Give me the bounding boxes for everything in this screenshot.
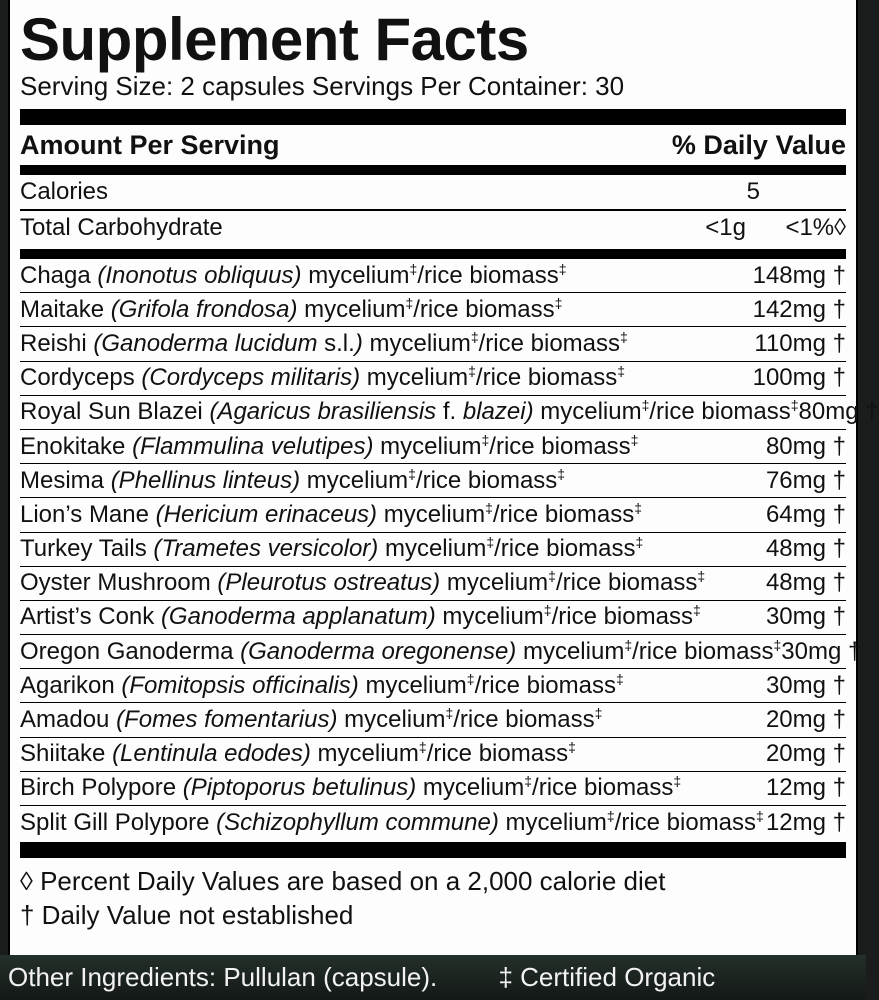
ingredient-latin-name: (Cordyceps militaris) <box>141 364 361 392</box>
other-ingredients-text: Other Ingredients: Pullulan (capsule). <box>8 962 438 992</box>
rice-biomass-text: /rice biomass <box>532 774 674 802</box>
calories-row <box>20 175 846 209</box>
ingredient-row <box>20 738 846 772</box>
rice-biomass-text: /rice biomass <box>489 432 631 460</box>
carbohydrate-daily-value: <1%◊ <box>785 214 846 241</box>
ingredient-amount: 12mg † <box>765 809 846 837</box>
rice-biomass-text: /rice biomass <box>492 500 635 528</box>
ingredient-common-name: Shiitake <box>20 740 113 768</box>
ingredient-latin-extra: f. <box>436 398 463 426</box>
ingredient-latin-end: blazei) <box>462 398 534 426</box>
rice-biomass-text: /rice biomass <box>417 261 559 289</box>
organic-mark: ‡ <box>790 397 799 414</box>
organic-mark: ‡ <box>408 465 416 482</box>
organic-mark: ‡ <box>692 602 701 619</box>
ingredient-latin-name: (Flammulina velutipes) <box>132 432 374 460</box>
rice-biomass-text: /rice biomass <box>453 706 595 734</box>
ingredient-row <box>20 498 846 532</box>
organic-mark: ‡ <box>543 602 552 619</box>
carbohydrate-row <box>20 211 846 245</box>
organic-mark: ‡ <box>554 294 563 311</box>
mycelium-text: mycelium <box>301 261 410 289</box>
ingredient-amount: 30mg † <box>765 603 846 631</box>
amount-per-serving-label: Amount Per Serving <box>20 129 280 160</box>
rice-biomass-text: /rice biomass <box>415 466 558 494</box>
mycelium-text: mycelium <box>310 740 419 768</box>
footnotes <box>20 864 846 932</box>
rice-biomass-text: /rice biomass <box>649 398 791 426</box>
organic-mark: ‡ <box>697 568 706 585</box>
rice-biomass-text: /rice biomass <box>494 535 636 563</box>
ingredient-amount: 148mg † <box>752 261 846 289</box>
organic-mark: ‡ <box>409 260 418 277</box>
ingredient-amount: 30mg † <box>781 637 862 665</box>
ingredient-common-name: Chaga <box>20 261 98 289</box>
rice-biomass-text: /rice biomass <box>426 740 569 768</box>
organic-mark: ‡ <box>485 499 493 516</box>
ingredient-row <box>20 806 846 840</box>
organic-mark: ‡ <box>445 705 454 722</box>
mycelium-text: mycelium <box>373 432 482 460</box>
other-ingredients-bar <box>0 955 866 1000</box>
ingredient-row <box>20 635 862 669</box>
ingredient-amount: 12mg † <box>765 774 846 802</box>
daily-value-label: % Daily Value <box>671 129 846 160</box>
ingredient-row <box>20 669 846 703</box>
ingredient-amount: 142mg † <box>752 295 846 323</box>
ingredients-list <box>20 259 879 840</box>
ingredient-row <box>20 293 846 327</box>
ingredient-common-name: Enokitake <box>20 432 133 460</box>
divider-thick <box>20 109 846 125</box>
mycelium-text: mycelium <box>498 809 607 837</box>
carbohydrate-amount: <1g <box>705 214 746 241</box>
ingredient-row <box>20 601 846 635</box>
organic-mark: ‡ <box>548 568 556 585</box>
mycelium-text: mycelium <box>300 466 409 494</box>
ingredient-amount: 76mg † <box>765 466 846 494</box>
rice-biomass-text: /rice biomass <box>551 603 693 631</box>
ingredient-amount: 48mg † <box>765 569 846 597</box>
divider-thick <box>20 842 846 858</box>
organic-mark: ‡ <box>756 808 764 825</box>
organic-mark: ‡ <box>418 739 427 756</box>
mycelium-text: mycelium <box>516 637 625 665</box>
ingredient-latin-name: (Inonotus obliquus) <box>97 261 302 289</box>
ingredient-amount: 80mg † <box>765 432 846 460</box>
mycelium-text: mycelium <box>533 398 642 426</box>
ingredient-common-name: Artist’s Conk <box>20 603 161 631</box>
ingredient-common-name: Cordyceps <box>20 364 142 392</box>
supplement-facts-panel <box>8 0 879 955</box>
organic-mark: ‡ <box>568 739 576 756</box>
ingredient-common-name: Split Gill Polypore <box>20 809 217 837</box>
calories-label: Calories <box>20 178 109 205</box>
ingredient-row <box>20 259 846 293</box>
ingredient-latin-name: (Schizophyllum commune) <box>216 809 499 837</box>
ingredient-latin-name: (Fomes fomentarius) <box>116 706 338 734</box>
ingredient-latin-name: (Phellinus linteus) <box>110 466 301 494</box>
not-established-note: † Daily Value not established <box>20 900 354 931</box>
ingredient-latin-end: ) <box>354 329 363 357</box>
mycelium-text: mycelium <box>297 295 406 323</box>
ingredient-amount: 110mg † <box>754 329 846 357</box>
ingredient-latin-name: (Agaricus brasiliensis <box>209 398 437 426</box>
ingredient-common-name: Lion’s Mane <box>20 500 156 528</box>
daily-value-note: ◊ Percent Daily Values are based on a 2,000 calorie diet <box>20 866 666 897</box>
ingredient-latin-name: (Ganoderma oregonense) <box>240 637 517 665</box>
serving-info: Serving Size: 2 capsules Servings Per Container: 30 <box>20 71 625 101</box>
organic-mark: ‡ <box>468 363 476 380</box>
organic-mark: ‡ <box>606 808 615 825</box>
rice-biomass-text: /rice biomass <box>475 364 618 392</box>
organic-mark: ‡ <box>615 670 624 687</box>
organic-mark: ‡ <box>630 431 639 448</box>
organic-mark: ‡ <box>594 705 603 722</box>
organic-mark: ‡ <box>481 431 490 448</box>
mycelium-text: mycelium <box>358 671 467 699</box>
mycelium-text: mycelium <box>440 569 549 597</box>
ingredient-latin-name: (Fomitopsis officinalis) <box>121 671 359 699</box>
ingredient-latin-name: (Hericium erinaceus) <box>155 500 378 528</box>
ingredient-latin-name: (Piptoporus betulinus) <box>182 774 417 802</box>
organic-mark: ‡ <box>558 260 567 277</box>
mycelium-text: mycelium <box>378 535 487 563</box>
ingredient-amount: 20mg † <box>765 706 846 734</box>
ingredient-common-name: Turkey Tails <box>20 535 154 563</box>
organic-mark: ‡ <box>405 294 414 311</box>
certified-organic-text: ‡ Certified Organic <box>498 962 716 992</box>
ingredient-row <box>20 464 846 498</box>
organic-mark: ‡ <box>617 363 626 380</box>
ingredient-common-name: Agarikon <box>20 671 122 699</box>
mycelium-text: mycelium <box>377 500 486 528</box>
mycelium-text: mycelium <box>337 706 446 734</box>
ingredient-common-name: Amadou <box>20 706 117 734</box>
ingredient-amount: 80mg † <box>798 398 879 426</box>
ingredient-latin-name: (Pleurotus ostreatus) <box>217 569 441 597</box>
ingredient-latin-name: (Ganoderma lucidum <box>93 329 318 357</box>
ingredient-amount: 100mg † <box>752 364 846 392</box>
ingredient-amount: 30mg † <box>765 671 846 699</box>
ingredient-row <box>20 772 846 806</box>
calories-value: 5 <box>746 178 760 205</box>
ingredient-latin-name: (Grifola frondosa) <box>110 295 298 323</box>
organic-mark: ‡ <box>620 328 628 345</box>
organic-mark: ‡ <box>557 465 566 482</box>
ingredient-common-name: Reishi <box>20 329 94 357</box>
ingredient-row <box>20 362 846 396</box>
ingredient-row <box>20 327 846 361</box>
mycelium-text: mycelium <box>435 603 544 631</box>
ingredient-latin-extra: s.l. <box>317 329 355 357</box>
rice-biomass-text: /rice biomass <box>413 295 555 323</box>
organic-mark: ‡ <box>634 499 643 516</box>
mycelium-text: mycelium <box>362 329 471 357</box>
ingredient-row <box>20 567 846 601</box>
organic-mark: ‡ <box>641 397 650 414</box>
panel-title: Supplement Facts <box>20 6 529 73</box>
ingredient-common-name: Royal Sun Blazei <box>20 398 210 426</box>
mycelium-text: mycelium <box>360 364 469 392</box>
ingredient-row <box>20 533 846 567</box>
ingredient-latin-name: (Lentinula edodes) <box>112 740 311 768</box>
rice-biomass-text: /rice biomass <box>614 809 757 837</box>
ingredient-latin-name: (Trametes versicolor) <box>153 535 379 563</box>
carbohydrate-label: Total Carbohydrate <box>20 214 223 241</box>
divider-mid <box>20 165 846 175</box>
ingredient-amount: 64mg † <box>765 500 846 528</box>
header-row <box>20 125 846 165</box>
ingredient-common-name: Birch Polypore <box>20 774 183 802</box>
ingredient-common-name: Maitake <box>20 295 111 323</box>
organic-mark: ‡ <box>486 534 495 551</box>
ingredient-common-name: Oregon Ganoderma <box>20 637 241 665</box>
divider-mid <box>20 249 846 259</box>
rice-biomass-text: /rice biomass <box>478 329 620 357</box>
ingredient-row <box>20 396 879 430</box>
ingredient-latin-name: (Ganoderma applanatum) <box>160 603 436 631</box>
ingredient-amount: 20mg † <box>765 740 846 768</box>
organic-mark: ‡ <box>466 670 475 687</box>
ingredient-amount: 48mg † <box>765 535 846 563</box>
rice-biomass-text: /rice biomass <box>632 637 774 665</box>
ingredient-row <box>20 430 846 464</box>
ingredient-row <box>20 703 846 737</box>
organic-mark: ‡ <box>624 636 633 653</box>
rice-biomass-text: /rice biomass <box>474 671 616 699</box>
organic-mark: ‡ <box>673 773 682 790</box>
organic-mark: ‡ <box>635 534 644 551</box>
organic-mark: ‡ <box>524 773 533 790</box>
rice-biomass-text: /rice biomass <box>555 569 698 597</box>
organic-mark: ‡ <box>470 328 479 345</box>
mycelium-text: mycelium <box>416 774 525 802</box>
organic-mark: ‡ <box>773 636 782 653</box>
ingredient-common-name: Mesima <box>20 466 111 494</box>
ingredient-common-name: Oyster Mushroom <box>20 569 218 597</box>
